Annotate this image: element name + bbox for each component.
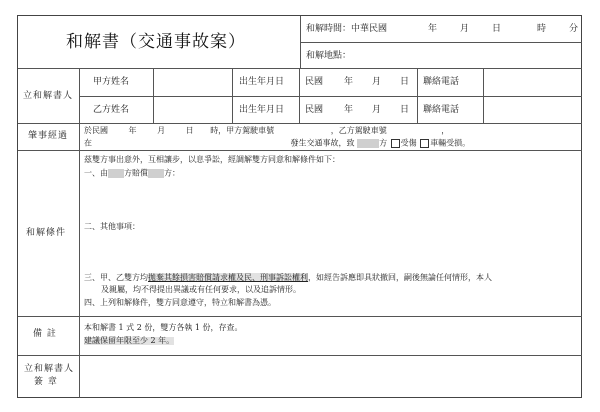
time-day-unit: 日: [492, 24, 502, 34]
remarks-label: 備 註: [33, 329, 57, 339]
terms-item-3-waiver: 拋棄其餘損害賠償請求權及民、刑事訴訟權利: [148, 273, 308, 282]
incident-line1-end: ，: [441, 126, 450, 135]
incident-era: 於民國: [84, 126, 108, 135]
terms-item-3-line-1: [84, 274, 492, 282]
incident-party-blank: [357, 139, 379, 148]
party-b-era: 民國: [305, 105, 324, 115]
party-a-era: 民國: [305, 77, 324, 87]
remarks-line-1: 本和解書 1 式 2 份，雙方各執 1 份，存查。: [84, 323, 243, 332]
time-month-unit: 月: [460, 24, 470, 34]
terms-item-2: 二、其他事項：: [84, 222, 140, 231]
damage-checkbox[interactable]: [420, 139, 429, 148]
settlement-form: [17, 15, 582, 398]
remarks-line-2: 建議保留年限至少 2 年。: [84, 336, 175, 345]
incident-party-unit: 方: [379, 138, 388, 148]
settlement-time-label: 和解時間：中華民國: [306, 24, 388, 34]
incident-month-unit: 月: [157, 126, 166, 135]
terms-label: 和解條件: [26, 228, 67, 238]
incident-label: 肇事經過: [28, 131, 69, 141]
party-b-birth-label: 出生年月日: [239, 105, 285, 115]
incident-occurred-text: 發生交通事故，致: [290, 138, 355, 148]
party-b-birth-year-unit: 年: [344, 105, 354, 115]
terms-item-3-line-2: 及親屬，均不得提出異議或有任何要求，以及追訴情形。: [101, 285, 301, 294]
damage-text: 車輛受損。: [430, 138, 471, 148]
form-title: 和解書（交通事故案）: [66, 32, 246, 52]
terms-item-3-prefix: 三、甲、乙雙方均: [84, 273, 148, 282]
signature-label-1: 立和解書人: [24, 364, 75, 374]
party-a-birth-month-unit: 月: [372, 77, 382, 87]
time-hour-unit: 時: [537, 24, 547, 34]
terms-item-1-prefix: 一、由: [84, 168, 108, 178]
injury-text: 受傷: [400, 138, 417, 148]
terms-intro: 茲雙方事出意外，互相讓步，以息爭訟，經調解雙方同意和解條件如下：: [84, 155, 340, 164]
incident-location-prefix: 在: [84, 138, 92, 148]
party-b-birth-month-unit: 月: [372, 105, 382, 115]
party-a-birth-year-unit: 年: [344, 77, 354, 87]
incident-year-unit: 年: [128, 126, 137, 135]
incident-line-1: [84, 127, 449, 135]
party-a-birth-day-unit: 日: [400, 77, 410, 87]
time-year-unit: 年: [428, 24, 438, 34]
terms-item-1-payee-blank: [148, 169, 164, 178]
terms-item-1-payer-blank: [108, 169, 124, 178]
signature-label-2: 簽 章: [34, 377, 58, 387]
terms-item-3-rest: ，如經告訴應即具狀撤回，嗣後無論任何情形，本人: [308, 273, 492, 282]
settlement-place-label: 和解地點：: [306, 51, 352, 61]
time-minute-unit: 分: [569, 24, 579, 34]
incident-hour-party-a-vehicle: 時，甲方駕駛車號: [210, 126, 275, 135]
party-b-name-label: 乙方姓名: [93, 105, 130, 115]
party-a-phone-label: 聯絡電話: [423, 77, 460, 87]
party-b-birth-day-unit: 日: [400, 105, 410, 115]
incident-day-unit: 日: [185, 126, 194, 135]
party-a-name-label: 甲方姓名: [93, 77, 130, 87]
incident-party-b-vehicle: ，乙方駕駛車號: [330, 126, 387, 135]
terms-item-1-middle: 方賠償: [124, 168, 148, 178]
incident-line-2: [84, 139, 470, 148]
parties-section-label: 立和解書人: [23, 91, 74, 101]
terms-item-1: [84, 169, 180, 178]
terms-item-1-suffix: 方：: [164, 168, 180, 178]
party-b-phone-label: 聯絡電話: [423, 105, 460, 115]
party-a-birth-label: 出生年月日: [239, 77, 285, 87]
injury-checkbox[interactable]: [391, 139, 400, 148]
terms-item-4: 四、上列和解條件，雙方同意遵守，特立和解書為憑。: [84, 298, 276, 307]
